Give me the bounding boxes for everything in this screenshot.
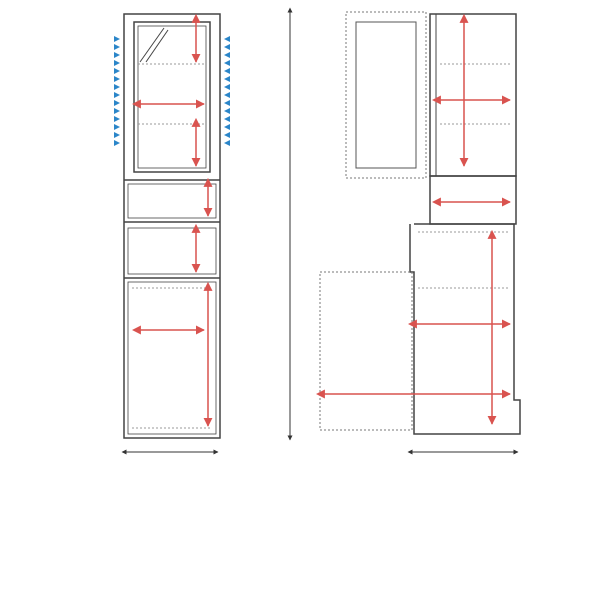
shelf-pin-indicators-right <box>224 36 230 146</box>
front-view <box>124 14 220 438</box>
side-pulled-drawer <box>320 272 412 430</box>
side-upper-cabinet <box>430 14 516 176</box>
open-shelf-box <box>128 184 216 218</box>
front-shelf-lines <box>132 64 212 428</box>
glass-reflection-1 <box>140 28 164 62</box>
front-red-dimensions <box>140 22 208 426</box>
glass-reflection-2 <box>146 30 168 62</box>
side-lower-section <box>410 224 520 434</box>
side-red-dimensions <box>324 22 510 424</box>
side-middle-section <box>430 176 516 224</box>
drawer-front <box>128 228 216 274</box>
glass-door-frame <box>134 22 210 172</box>
side-open-door <box>346 12 426 178</box>
shelf-pin-indicators-left <box>114 36 120 146</box>
lower-door <box>128 282 216 434</box>
